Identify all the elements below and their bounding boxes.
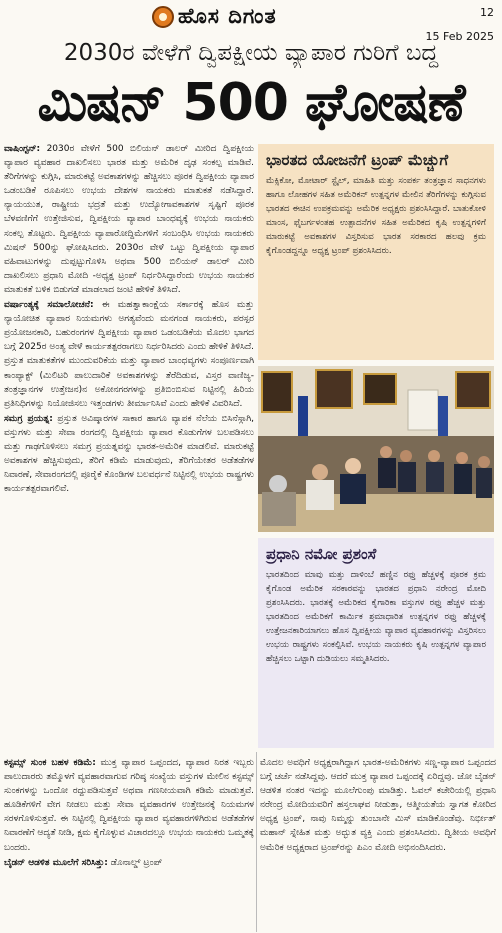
paragraph-lead: ವಾಷಿಂಗ್ಟನ್: [4, 144, 41, 154]
paragraph-lead: ಕಸ್ಟಮ್ಸ್ ಸುಂಕ ಬಹಳ ಕಡಿಮೆ: [4, 758, 96, 768]
sidebar-text: ಭಾರತದಿಂದ ಮಾವು ಮತ್ತು ದಾಳಿಂಬೆ ಹಣ್ಣಿನ ರಫ್ತು ಹೆಚ್ಚಳಕ್ಕೆ ಪೂರಕ ಕ್ರಮ ಕೈಗೊಂಡ ಅಮೆರಿಕ ಸರಕಾರವನ್ನು ಭಾರತದ ಪ್ರಧಾನಿ ನರೇಂದ್ರ ಮೋದಿ ಪ್ರಶಂಸಿಸಿದರು. ಭಾರತಕ್ಕೆ ಅಮೆರಿಕದ ಕೈಗಾರಿಕಾ ವಸ್ತುಗಳ ರಫ್ತು ಹೆಚ್ಚಳ ಮತ್ತು ಭಾರತದಿಂದ ಅಮೆರಿಕಗೆ ಕಾರ್ಮಿಕ ಶ್ರಮಾಧಾರಿತ ಉತ್ಪನ್ನಗಳ ರಫ್ತು ಹೆಚ್ಚಳಕ್ಕೆ ಉತ್ತೇಜನಕಾರಿಯಾಗಲು ಹೊಸ ದ್ವಿಪಕ್ಷೀಯ ವ್ಯಾಪಾರ ವ್ಯವಹಾರಗಳನ್ನು ವಿಸ್ತರಿಸಲು ಉಭಯ ರಾಷ್ಟ್ರಗಳು ಸಂಕಲ್ಪಿಸಿವೆ. ಉಭಯ ನಾಯಕರು ಕೃಷಿ ಉತ್ಪನ್ನಗಳ ವ್ಯಾಪಾರ ಹೆಚ್ಚಿಸಲು ಒಟ್ಟಾಗಿ ದುಡಿಯಲು ಸಮ್ಮತಿಸಿದರು. [266, 570, 486, 664]
column-divider [256, 752, 257, 932]
article-column-left [4, 142, 254, 752]
paragraph-text: ಮೊದಲ ಅವಧಿಗೆ ಅಧ್ಯಕ್ಷರಾಗಿದ್ದಾಗ ಭಾರತ-ಅಮೆರಿಕಗಳು ಸಣ್ಣ-ವ್ಯಾಪಾರ ಒಪ್ಪಂದದ ಬಗ್ಗೆ ಚರ್ಚೆ ನಡೆಸಿದ್ದವು. ಆದರೆ ಮುಕ್ತ ವ್ಯಾಪಾರ ಒಪ್ಪಂದಕ್ಕೆ ಏರಿದ್ದವು. ಜೋ ಬೈಡನ್ ಆಡಳಿತ ನಂತರ ಇದನ್ನು ಮೂಲೆಗುಂಪು ಮಾಡಿತ್ತು. ಓವಲ್ ಕಚೇರಿಯಲ್ಲಿ ಪ್ರಧಾನಿ ನರೇಂದ್ರ ಮೋದಿಯವರಿಗೆ ಹಸ್ತಲಾಘವ ನೀಡುತ್ತಾ, ಆತ್ಮೀಯತೆಯ ಸ್ವಾಗತ ಕೋರಿದ ಅಧ್ಯಕ್ಷ ಟ್ರಂಪ್, ನಾವು ನಿಮ್ಮನ್ನು ತುಂಬಾನೇ ಮಿಸ್ ಮಾಡಿಕೊಂಡೆವು. ನಿರ್ಭೀತ್ ಮಹಾನ್ ಸ್ನೇಹಿತ ಮತ್ತು ಅದ್ಭುತ ವ್ಯಕ್ತಿ ಎಂದು ಪ್ರಶಂಸಿಸಿದರು. ದ್ವಿತೀಯ ಅವಧಿಗೆ ಅಮೆರಿಕ ಅಧ್ಯಕ್ಷರಾದ ಟ್ರಂಪ್‌ರನ್ನು ಪಿಎಂ ಮೋದಿ ಅಭಿನಂದಿಸಿದರು. [260, 758, 496, 853]
newspaper-logo[interactable] [152, 4, 352, 32]
article-paragraph [4, 298, 254, 411]
article-column-left-continued [4, 756, 254, 933]
paragraph-lead: ವರ್ಷಾಂತ್ಯಕ್ಕೆ ಸಮಾಲೋಚನೆ: [4, 300, 94, 311]
paragraph-text: 2030ರ ವೇಳೆಗೆ 500 ಬಿಲಿಯನ್ ಡಾಲರ್ ಮೀರಿದ ದ್ವಿಪಕ್ಷೀಯ ವ್ಯಾಪಾರ ವ್ಯವಹಾರ ದಾಖಲಿಸಲು ಭಾರತ ಮತ್ತು ಅಮೆರಿಕ ದೃಢ ಸಂಕಲ್ಪ ಮಾಡಿವೆ. ತೆರಿಗೆಗಳನ್ನು ಕುಗ್ಗಿಸಿ, ಮಾರುಕಟ್ಟೆ ಅವಕಾಶಗಳನ್ನು ಹೆಚ್ಚಿಸಲು ಪೂರಕ ದ್ವಿಪಕ್ಷೀಯ ವ್ಯಾಪಾರ ಒಡಂಬಡಿಕೆ ರೂಪಿಸಲು ಉಭಯ ದೇಶಗಳ ನಾಯಕರು ಮಾತುಕತೆ ನಡೆಸಿದ್ದಾರೆ. ನ್ಯಾಯಯುತ, ರಾಷ್ಟ್ರೀಯ ಭದ್ರತೆ ಮತ್ತು ಉದ್ಯೋಗಾವಕಾಶಗಳ ಸೃಷ್ಟಿಗೆ ಪೂರಕ ಬೆಳವಣಿಗೆಗೆ ಉತ್ತೇಜಿಸುವ, ದ್ವಿಪಕ್ಷೀಯ ವ್ಯಾಪಾರ ಬಾಂಧವ್ಯಕ್ಕೆ ಉಭಯ ನಾಯಕರು ಸಂಕಲ್ಪ ತೊಟ್ಟರು. ದ್ವಿಪಕ್ಷೀಯ ವ್ಯಾಪಾರೋದ್ದಿಮೆಗಳಿಗೆ ಸಂಬಂಧಿಸಿ ಉಭಯ ನಾಯಕರು ಮಿಷನ್ 500ನ್ನು ಘೋಷಿಸಿದರು. 2030ರ ವೇಳೆ ಒಟ್ಟು ದ್ವಿಪಕ್ಷೀಯ ವ್ಯಾಪಾರ ವಹಿವಾಟುಗಳನ್ನು ದುಪ್ಪಟ್ಟುಗೊಳಿಸಿ ಅಥವಾ 500 ಬಿಲಿಯನ್ ಡಾಲರ್ ಮೀರಿ ದಾಖಲಿಸಲು ಪ್ರಧಾನಿ ಮೋದಿ -ಅಧ್ಯಕ್ಷ ಟ್ರಂಪ್ ನಿರ್ಧರಿಸಿದ್ದಾರೆಂದು ಉಭಯ ನಾಯಕರ ಮಾತುಕತೆ ಬಳಿಕ ಬಿಡುಗಡೆ ಮಾಡಲಾದ ಜಂಟಿ ಹೇಳಿಕೆ ತಿಳಿಸಿದೆ. [4, 144, 254, 295]
news-photo [258, 366, 494, 532]
headline-main: ಮಿಷನ್ 500 ಘೋಷಣೆ [37, 73, 465, 133]
page-number: 12 [480, 6, 494, 19]
article-paragraph [4, 412, 254, 497]
paragraph-text: ಮುಕ್ತ ವ್ಯಾಪಾರ ಒಪ್ಪಂದದ, ವ್ಯಾಪಾರ ನಿರತ ಇಬ್ಬರು ಪಾಲುದಾರರು ತಮ್ಮೊಳಗೆ ವ್ಯವಹಾರವಾಗುವ ಗರಿಷ್ಠ ಸಂಖ್ಯೆಯ ವಸ್ತುಗಳ ಮೇಲಿನ ಕಸ್ಟಮ್ಸ್ ಸುಂಕಗಳನ್ನು ಒಂದೋ ರದ್ದುಪಡಿಸುತ್ತವೆ ಅಥವಾ ಗಣನೀಯವಾಗಿ ಕಡಿಮೆ ಮಾಡುತ್ತವೆ. ಹೂಡಿಕೆಗಳಿಗೆ ವೇಗ ನೀಡಲು ಮತ್ತು ಸೇವಾ ವ್ಯವಹಾರಗಳ ಉತ್ತೇಜನಕ್ಕೆ ನಿಯಮಗಳ ಸರಳಗೊಳಿಸುತ್ತವೆ. ಈ ನಿಟ್ಟಿನಲ್ಲಿ ದ್ವಿಪಕ್ಷೀಯ ವ್ಯಾಪಾರ ವ್ಯವಹಾರಗಳಿಗಿರುವ ಅಡೆತಡೆಗಳ ನಿವಾರಣೆಗೆ ಆದ್ಯತೆ ನೀಡಿ, ಕ್ಷಮ ಕೈಗೊಳ್ಳುವ ವಿಚಾರದಲ್ಲೂ ಉಭಯ ನಾಯಕರು ಒಮ್ಮತಕ್ಕೆ ಬಂದರು. [4, 758, 254, 853]
article-paragraph [4, 756, 254, 855]
sidebar-title: ಪ್ರಧಾನಿ ನಮೋ ಪ್ರಶಂಸೆ [266, 545, 377, 563]
issue-date: 15 Feb 2025 [425, 30, 494, 43]
sidebar-box-trump-praise [258, 144, 494, 360]
logo-text: ಹೊಸ ದಿಗಂತ [178, 4, 277, 28]
article-column-right [260, 756, 496, 901]
sidebar-text: ಮೆಕ್ಸಿಕೋ, ಮೋಟಾರ್ ಸ್ಟೈಲ್, ಮಾಹಿತಿ ಮತ್ತು ಸಂಪರ್ಕ ತಂತ್ರಜ್ಞಾನ ಸಾಧನಗಳು ಹಾಗೂ ಲೋಹಗಳ ಸಹಿತ ಅಮೆರಿಕನ್ ಉತ್ಪನ್ನಗಳ ಮೇಲಿನ ತೆರಿಗೆಗಳನ್ನು ಕುಗ್ಗಿಸುವ ಭಾರತದ ಈಚಿನ ಉಪಕ್ರಮವನ್ನು ಅಮೆರಿಕ ಅಧ್ಯಕ್ಷರು ಪ್ರಶಂಸಿಸಿದ್ದಾರೆ. ಬಾತುಕೋಳಿ ಮಾಂಸ, ಫೈಬರ್ಗಳಂತಹ ಉತ್ಪಾದನೆಗಳ ಸಹಿತ ಅಮೆರಿಕದ ಕೃಷಿ ಉತ್ಪನ್ನಗಳಿಗೆ ಮಾರುಕಟ್ಟೆ ಅವಕಾಶಗಳ ವಿಸ್ತರಿಸುವ ಭಾರತ ಸರಕಾರದ ಹಲವು ಕ್ರಮ ಕೈಗೊಂಡದ್ದನ್ನೂ ಅಧ್ಯಕ್ಷ ಟ್ರಂಪ್ ಪ್ರಶಂಸಿಸಿದರು. [266, 176, 486, 256]
paragraph-lead: ಬೈಡನ್ ಆಡಳಿತ ಮೂಲೆಗೆ ಸರಿಸಿತ್ತು: [4, 857, 108, 868]
paragraph-text: ಈ ಮಹತ್ವಾಕಾಂಕ್ಷೆಯ ಸರ್ಕಾರಕ್ಕೆ ಹೊಸ ಮತ್ತು ನ್ಯಾಯೋಚಿತ ವ್ಯಾಪಾರ ನಿಯಮಗಳು ಅಗತ್ಯವೆಂದು ಮನಗಂಡ ನಾಯಕರು, ಪರಸ್ಪರ ಪ್ರಯೋಜನಕಾರಿ, ಬಹುರಂಗಗಳ ದ್ವಿಪಕ್ಷೀಯ ವ್ಯಾಪಾರ ಒಡಂಬಡಿಕೆಯ ಮೊದಲ ಭಾಗದ ಬಗ್ಗೆ 2025ರ ಅಂತ್ಯ ವೇಳೆ ಕಾರ್ಯತತ್ಪರರಾಗಲು ನಿರ್ಧರಿಸಿದರು ಎಂದು ಹೇಳಿಕೆ ತಿಳಿಸಿದೆ. ಪ್ರಸ್ತುತ ಮಾತುಕತೆಗಳ ಮುಂದುವರಿಕೆಯ ಮತ್ತು ವ್ಯಾಪಾರ ಬಾಂಧವ್ಯಗಳು ಸಂಪೂರ್ಣವಾಗಿ ಕಾಂಪ್ಯಾಕ್ಟ್ (ಮಿಲಿಟರಿ ಪಾಲುದಾರಿಕೆ ಅವಕಾಶಗಳನ್ನು ತೆರೆದಿಡುವ, ವಿಸ್ತರ ವಾಣಿಜ್ಯ-ತಂತ್ರಜ್ಞಾನಗಳ ಉತ್ತೇಜನ)ನ ಅಕೋನಗರಗಳನ್ನು ಪ್ರತಿಬಿಂಬಿಸುವ ನಿಟ್ಟಿನಲ್ಲಿ ಹಿರಿಯ ಪ್ರತಿನಿಧಿಗಳನ್ನು ನಿಯೋಜಿಸಲು ಇತ್ತಂಡಗಳು ತೀರ್ಮಾನಿಸಿವೆ ಎಂದು ಹೇಳಿಕೆ ವಿವರಿಸಿದೆ. [4, 300, 254, 409]
paragraph-text: ಡೊನಾಲ್ಡ್ ಟ್ರಂಪ್ [107, 857, 163, 868]
masthead [0, 0, 502, 43]
article-paragraph [4, 856, 254, 870]
sidebar-box-modi-praise [258, 538, 494, 748]
article-paragraph [4, 142, 254, 297]
oval-office-photo-illustration [258, 366, 494, 532]
sun-emblem-icon [152, 6, 174, 28]
headline-kicker: 2030ರ ವೇಳೆಗೆ ದ್ವಿಪಕ್ಷೀಯ ವ್ಯಾಪಾರ ಗುರಿಗೆ ಬದ್ಧ [63, 40, 439, 66]
sidebar-title: ಭಾರತದ ಯೋಜನೆಗೆ ಟ್ರಂಪ್ ಮೆಚ್ಚುಗೆ [266, 151, 449, 169]
paragraph-text: ಪ್ರಸ್ತುತ ಅವಿಷ್ಕಾರಗಳ ಸಾಕಾರ ಹಾಗೂ ವ್ಯಾಪಕ ನೆಲೆಯ ಬಿಸಿನೆಸ್ಗಾಗಿ, ವಸ್ತುಗಳು ಮತ್ತು ಸೇವಾ ರಂಗದಲ್ಲಿ ದ್ವಿಪಕ್ಷೀಯ ವ್ಯಾಪಾರ ಕೊಡುಗೆಗಳ ಬಲಪಡಿಸಲು ಮತ್ತು ಗಾಢಗೊಳಿಸಲು ಸಮಗ್ರ ಪ್ರಯತ್ನವನ್ನು ಭಾರತ-ಅಮೆರಿಕ ಮಾಡಲಿವೆ. ಮಾರುಕಟ್ಟೆ ಅವಕಾಶಗಳ ಹೆಚ್ಚಿಸುವುದು, ತೆರಿಗೆ ಕಡಿಮೆ ಮಾಡುವುದು, ತೆರಿಗೆಯೇತರ ಅಡೆತಡೆಗಳ ನಿವಾರಣೆ, ಸೇವಾರಂಗದಲ್ಲಿ ಪೂರೈಕೆ ಕೊಂಡಿಗಳ ಬಲವರ್ಧನೆ ನಿಟ್ಟಿನಲ್ಲಿ ಉಭಯ ರಾಷ್ಟ್ರಗಳು ಕಾರ್ಯತತ್ಪರವಾಗಲಿವೆ. [4, 413, 254, 495]
paragraph-lead: ಸಮಗ್ರ ಪ್ರಯತ್ನ: [4, 413, 53, 424]
